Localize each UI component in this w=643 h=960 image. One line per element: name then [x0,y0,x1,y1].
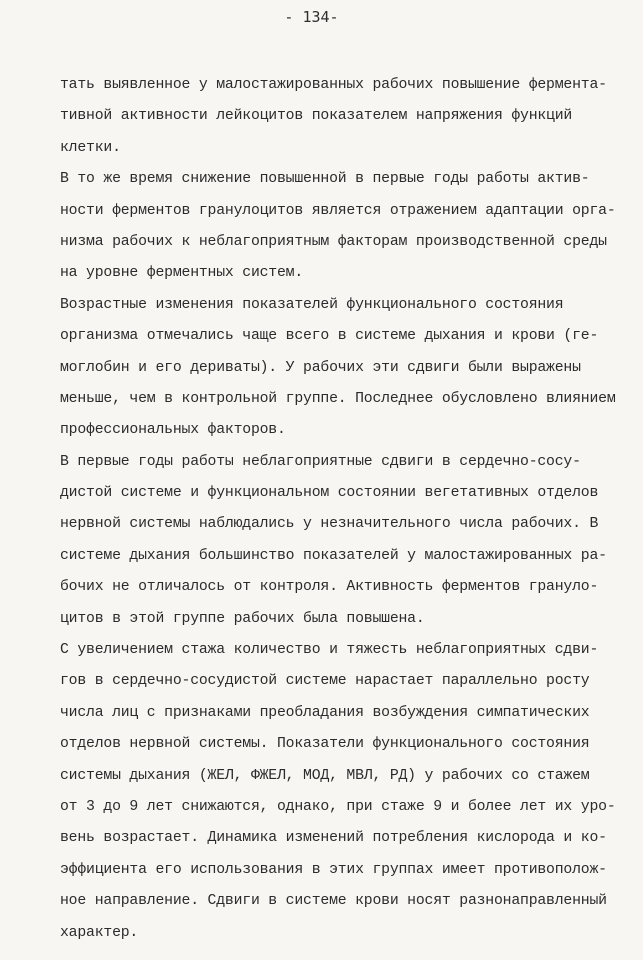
text-line: меньше, чем в контрольной группе. Последнее обусловлено влиянием [60,390,616,407]
text-line: В то же время снижение повышенной в первые годы работы актив- [60,171,590,188]
text-line: дистой системе и функциональном состоянии вегетативных отделов [60,485,599,502]
text-line: нервной системы наблюдались у незначительного числа рабочих. В [60,516,599,533]
text-line: В первые годы работы неблагоприятные сдвиги в сердечно-сосу- [60,453,581,470]
text-line: вень возрастает. Динамика изменений потребления кислорода и ко- [60,830,607,847]
text-line: бочих не отличалось от контроля. Активность ферментов грануло- [60,579,599,596]
text-line: моглобин и его дериваты). У рабочих эти сдвиги были выражены [60,359,581,376]
text-line: тивной активности лейкоцитов показателем напряжения функций [60,108,573,125]
body-text [60,70,620,949]
text-line: профессиональных факторов. [60,422,286,439]
text-line: эффициента его использования в этих группах имеет противополож- [60,861,607,878]
text-line: характер. [60,924,139,941]
text-line: гов в сердечно-сосудистой системе нарастает параллельно росту [60,673,590,690]
text-line: Возрастные изменения показателей функционального состояния [60,296,564,313]
text-line: С увеличением стажа количество и тяжесть неблагоприятных сдви- [60,642,599,659]
text-line: ности ферментов гранулоцитов является отражением адаптации орга- [60,202,616,219]
text-line: цитов в этой группе рабочих была повышена. [60,610,425,627]
text-line: отделов нервной системы. Показатели функционального состояния [60,736,590,753]
text-line: низма рабочих к неблагоприятным факторам производственной среды [60,233,607,250]
page-number: - 134- [284,8,339,26]
text-line: от 3 до 9 лет снижаются, однако, при стаже 9 и более лет их уро- [60,798,616,815]
text-line: на уровне ферментных систем. [60,265,304,282]
text-line: числа лиц с признаками преобладания возбуждения симпатических [60,704,590,721]
text-line: организма отмечались чаще всего в системе дыхания и крови (ге- [60,328,599,345]
text-line: тать выявленное у малостажированных рабочих повышение фермента- [60,77,607,93]
text-line: системе дыхания большинство показателей у малостажированных ра- [60,547,607,564]
text-line: клетки. [60,139,121,156]
text-line: ное направление. Сдвиги в системе крови носят разнонаправленный [60,893,607,910]
text-line: системы дыхания (ЖЕЛ, ФЖЕЛ, МОД, МВЛ, РД) у рабочих со стажем [60,767,590,784]
